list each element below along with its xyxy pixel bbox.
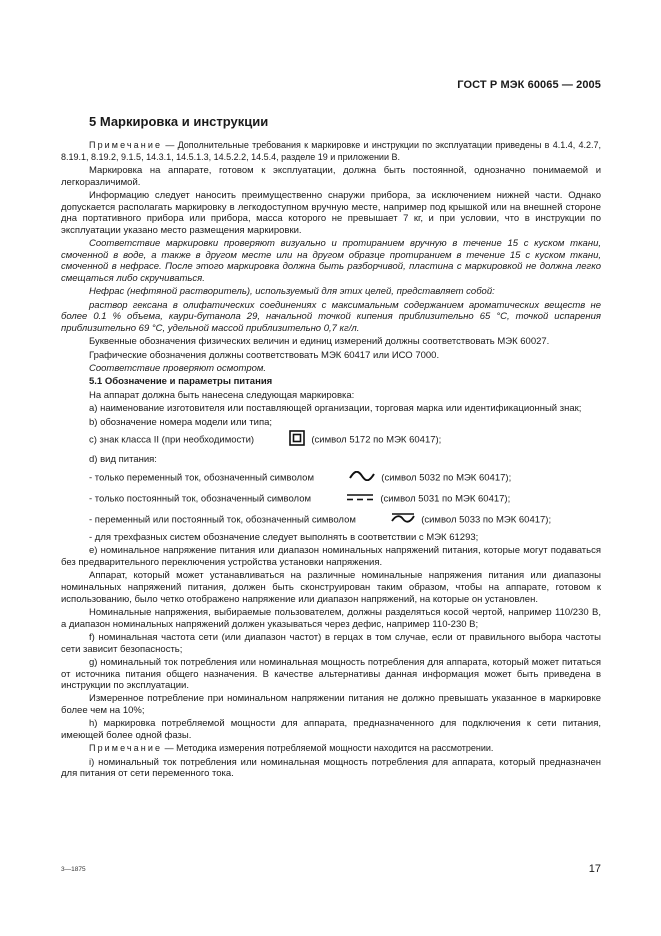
power-type-ac-dc — [61, 512, 601, 528]
list-item-a: а) наименование изготовителя или поставляющей организации, торговая марка или идентификационный знак; — [89, 403, 582, 415]
subsection-title: 5.1 Обозначение и параметры питания — [89, 376, 273, 388]
paragraph: Маркировка на аппарате, готовом к эксплуатации, должна быть постоянной, однозначно понимаемой и легкоразличимой. — [61, 164, 601, 188]
paragraph: Буквенные обозначения физических величин и единиц измерений должны соответствовать МЭК 60027. — [89, 336, 550, 348]
paragraph: На аппарат должна быть нанесена следующая маркировка: — [89, 389, 355, 401]
document-body — [61, 140, 601, 782]
list-item-c-post: (символ 5172 по МЭК 60417); — [311, 434, 442, 446]
paragraph-italic: Соответствие маркировки проверяют визуально и протиранием вручную в течение 15 с куском ткани, смоченной в воде, а также в другом месте или на другом образце протиранием в течение 15 с куском ткани, смоченной в нефрасе. После этого маркировка должна быть разборчивой, пластина с маркировкой не должна легко смещаться либо скручиваться. — [61, 238, 601, 284]
list-item-c-pre: c) знак класса II (при необходимости) — [89, 434, 255, 446]
power-type-ac-pre: - только переменный ток, обозначенный символом — [89, 472, 314, 484]
ac-dc-symbol-icon — [363, 512, 415, 528]
note-label: Примечание — [89, 743, 163, 754]
power-type-ac-post: (символ 5032 по МЭК 60417); — [381, 472, 512, 484]
list-item-d: d) вид питания: — [89, 453, 157, 465]
note-text: — Методика измерения потребляемой мощности находится на рассмотрении. — [162, 743, 494, 754]
standard-code-header: ГОСТ Р МЭК 60065 — 2005 — [457, 79, 601, 91]
power-type-ac — [61, 471, 601, 485]
list-item-b: b) обозначение номера модели или типа; — [89, 416, 273, 428]
power-type-ac-dc-pre: - переменный или постоянный ток, обозначенный символом — [89, 514, 356, 526]
paragraph: Номинальные напряжения, выбираемые пользователем, должны разделяться косой чертой, например 110/230 В, а диапазон номинальных напряжений должен указываться через дефис, например 110-230 В; — [61, 606, 601, 630]
page-number: 17 — [588, 863, 601, 875]
list-item-e: е) номинальное напряжение питания или диапазон номинальных напряжений питания, которые могут подаваться без предварительного переключения устройства установки напряжения. — [61, 545, 601, 568]
note-2 — [61, 743, 601, 755]
paragraph: Измеренное потребление при номинальном напряжении питания не должно превышать указанное в маркировке более чем на 10%; — [61, 693, 601, 717]
note-1 — [61, 140, 601, 163]
list-item-g: g) номинальный ток потребления или номинальная мощность потребления для аппарата, который может питаться от источника питания общего назначения. В качестве альтернативы данная информация может быть приведена в инструкции по эксплуатации. — [61, 656, 601, 692]
section-title: 5 Маркировка и инструкции — [89, 114, 269, 129]
paragraph-italic: Соответствие проверяют осмотром. — [89, 363, 267, 375]
note-text: — Дополнительные требования к маркировке и инструкции по эксплуатации приведены в 4.1.4, 4.2.7, 8.19.1, 8.19.2, 9.1.5, 14.3.1, 14.5.1.3, 14.5.2.2, 14.5.4, разделе 19 и приложении В. — [61, 140, 601, 162]
power-type-dc — [61, 492, 601, 506]
power-type-three-phase: - для трехфазных систем обозначение следует выполнять в соответствии с МЭК 61293; — [89, 531, 479, 543]
power-type-dc-pre: - только постоянный ток, обозначенный символом — [89, 493, 312, 505]
class-ii-symbol-icon — [261, 430, 305, 450]
note-label: Примечание — [89, 140, 163, 150]
ac-symbol-icon — [321, 471, 375, 485]
list-item-c — [61, 430, 601, 450]
list-item-i: i) номинальный ток потребления или номинальная мощность потребления для аппарата, который предназначен для питания от сети переменного тока. — [61, 756, 601, 780]
list-item-h: h) маркировка потребляемой мощности для аппарата, предназначенного для подключения к сети питания, имеющей более одной фазы. — [61, 718, 601, 742]
dc-symbol-icon — [318, 492, 374, 506]
power-type-ac-dc-post: (символ 5033 по МЭК 60417); — [421, 514, 552, 526]
power-type-dc-post: (символ 5031 по МЭК 60417); — [380, 493, 511, 505]
print-code: 3—1875 — [61, 866, 86, 873]
paragraph: Информацию следует наносить преимущественно снаружи прибора, за исключением нижней части. Однако допускается располагать маркировку в легкодоступном вручную месте, например под крышкой или на внешней стороне дна портативного прибора или прибора, масса которого не превышает 7 кг, и при условии, что в инструкции по эксплуатации указано место размещения маркировки. — [61, 189, 601, 236]
paragraph: Аппарат, который может устанавливаться на различные номинальные напряжения питания или диапазоны номинальных напряжений питания, должен быть сконструирован таким образом, чтобы на аппарате, готовом к использованию, было четко отображено напряжение или диапазон напряжений, на которые он установлен. — [61, 570, 601, 605]
paragraph: Графические обозначения должны соответствовать МЭК 60417 или ИСО 7000. — [89, 349, 440, 361]
paragraph-italic: Нефрас (нефтяной растворитель), используемый для этих целей, представляет собой: — [89, 286, 495, 298]
paragraph-italic: раствор гексана в олифатических соединениях с максимальным содержанием ароматических веществ не более 0.1 % объема, каури-бутанола 29, начальной точкой кипения приблизительно 65 °С, точкой испарения приблизительно 69 °С, удельной массой приблизительно 0,7 кг/л. — [61, 299, 601, 334]
list-item-f: f) номинальная частота сети (или диапазон частот) в герцах в том случае, если от правильного выбора частоты сети зависит безопасность; — [61, 631, 601, 655]
